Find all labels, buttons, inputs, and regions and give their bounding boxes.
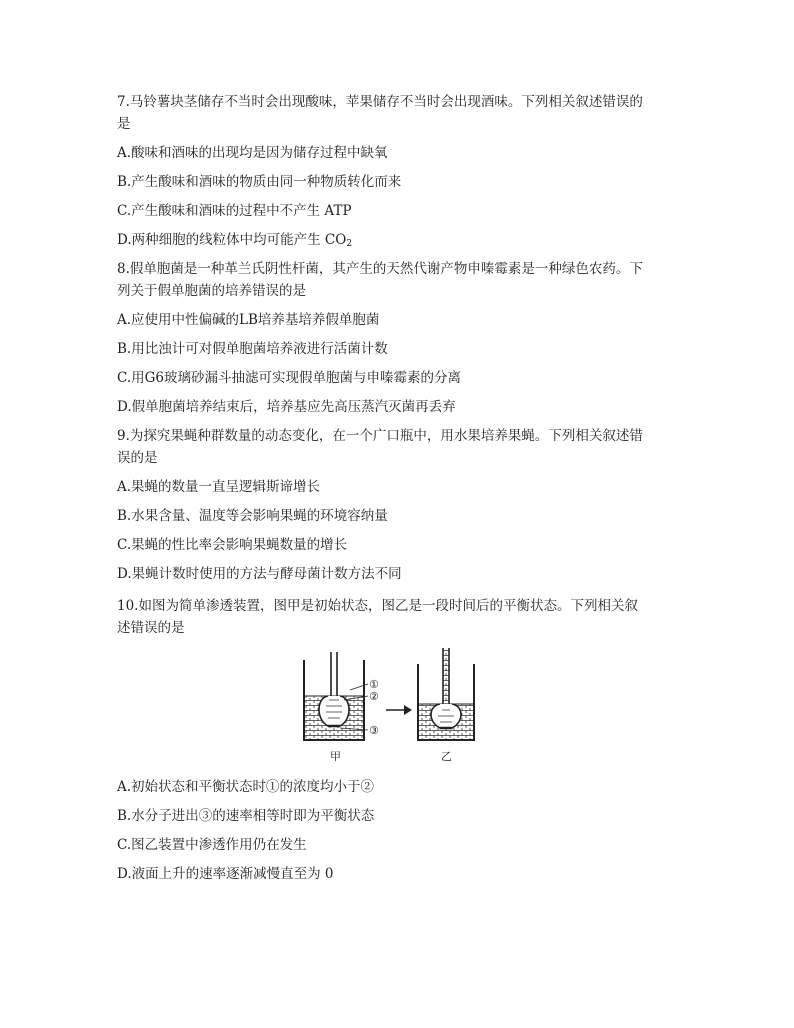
- question-7-option-b: B.产生酸味和酒味的物质由同一种物质转化而来: [117, 174, 402, 190]
- osmosis-apparatus-figure: [300, 648, 480, 766]
- question-9-option-a: A.果蝇的数量一直呈逻辑斯谛增长: [117, 479, 321, 495]
- question-10-option-b: B.水分子进出③的速率相等时即为平衡状态: [117, 808, 375, 824]
- question-7-stem-line-1: 7.马铃薯块茎储存不当时会出现酸味，苹果储存不当时会出现酒味。下列相关叙述错误的: [117, 94, 643, 110]
- question-10-stem-line-2: 述错误的是: [117, 620, 185, 636]
- question-8-option-a: A.应使用中性偏碱的LB培养基培养假单胞菌: [117, 312, 380, 328]
- question-10-stem-line-1: 10.如图为简单渗透装置，图甲是初始状态，图乙是一段时间后的平衡状态。下列相关叙: [117, 598, 638, 614]
- label-jia: 甲: [330, 750, 341, 763]
- subscript-2: 2: [346, 239, 353, 249]
- question-7-option-d-text: D.两种细胞的线粒体中均可能产生 CO: [117, 232, 347, 248]
- label-yi: 乙: [441, 750, 452, 763]
- question-8-stem-line-2: 列关于假单胞菌的培养错误的是: [117, 283, 306, 299]
- question-8-option-b: B.用比浊计可对假单胞菌培养液进行活菌计数: [117, 341, 388, 357]
- marker-1: ①: [369, 678, 379, 691]
- beaker-jia: [304, 652, 364, 740]
- question-8-stem-line-1: 8.假单胞菌是一种革兰氏阴性杆菌，其产生的天然代谢产物申嗪霉素是一种绿色农药。下: [117, 261, 643, 277]
- marker-2: ②: [369, 690, 379, 703]
- question-9-option-b: B.水果含量、温度等会影响果蝇的环境容纳量: [117, 508, 388, 524]
- question-10-option-a: A.初始状态和平衡状态时①的浓度均小于②: [117, 779, 375, 795]
- question-10-option-d: D.液面上升的速率逐渐减慢直至为 0: [117, 866, 334, 882]
- question-7-option-a: A.酸味和酒味的出现均是因为储存过程中缺氧: [117, 145, 388, 161]
- question-7-stem-line-2: 是: [117, 116, 131, 132]
- question-7-option-c: C.产生酸味和酒味的过程中不产生 ATP: [117, 203, 352, 219]
- marker-3: ③: [369, 724, 379, 737]
- question-9-stem-line-1: 9.为探究果蝇种群数量的动态变化，在一个广口瓶中，用水果培养果蝇。下列相关叙述错: [117, 428, 643, 444]
- question-7-option-d: [117, 230, 687, 250]
- osmosis-diagram: [300, 648, 480, 766]
- question-9-stem-line-2: 误的是: [117, 450, 158, 466]
- question-8-option-d: D.假单胞菌培养结束后，培养基应先高压蒸汽灭菌再丢弃: [117, 399, 456, 415]
- question-10-option-c: C.图乙装置中渗透作用仍在发生: [117, 837, 307, 853]
- question-9-option-c: C.果蝇的性比率会影响果蝇数量的增长: [117, 537, 348, 553]
- question-9-option-d: D.果蝇计数时使用的方法与酵母菌计数方法不同: [117, 566, 402, 582]
- arrow-icon: [386, 705, 412, 715]
- question-8-option-c: C.用G6玻璃砂漏斗抽滤可实现假单胞菌与申嗪霉素的分离: [117, 370, 462, 386]
- beaker-yi: [418, 648, 474, 740]
